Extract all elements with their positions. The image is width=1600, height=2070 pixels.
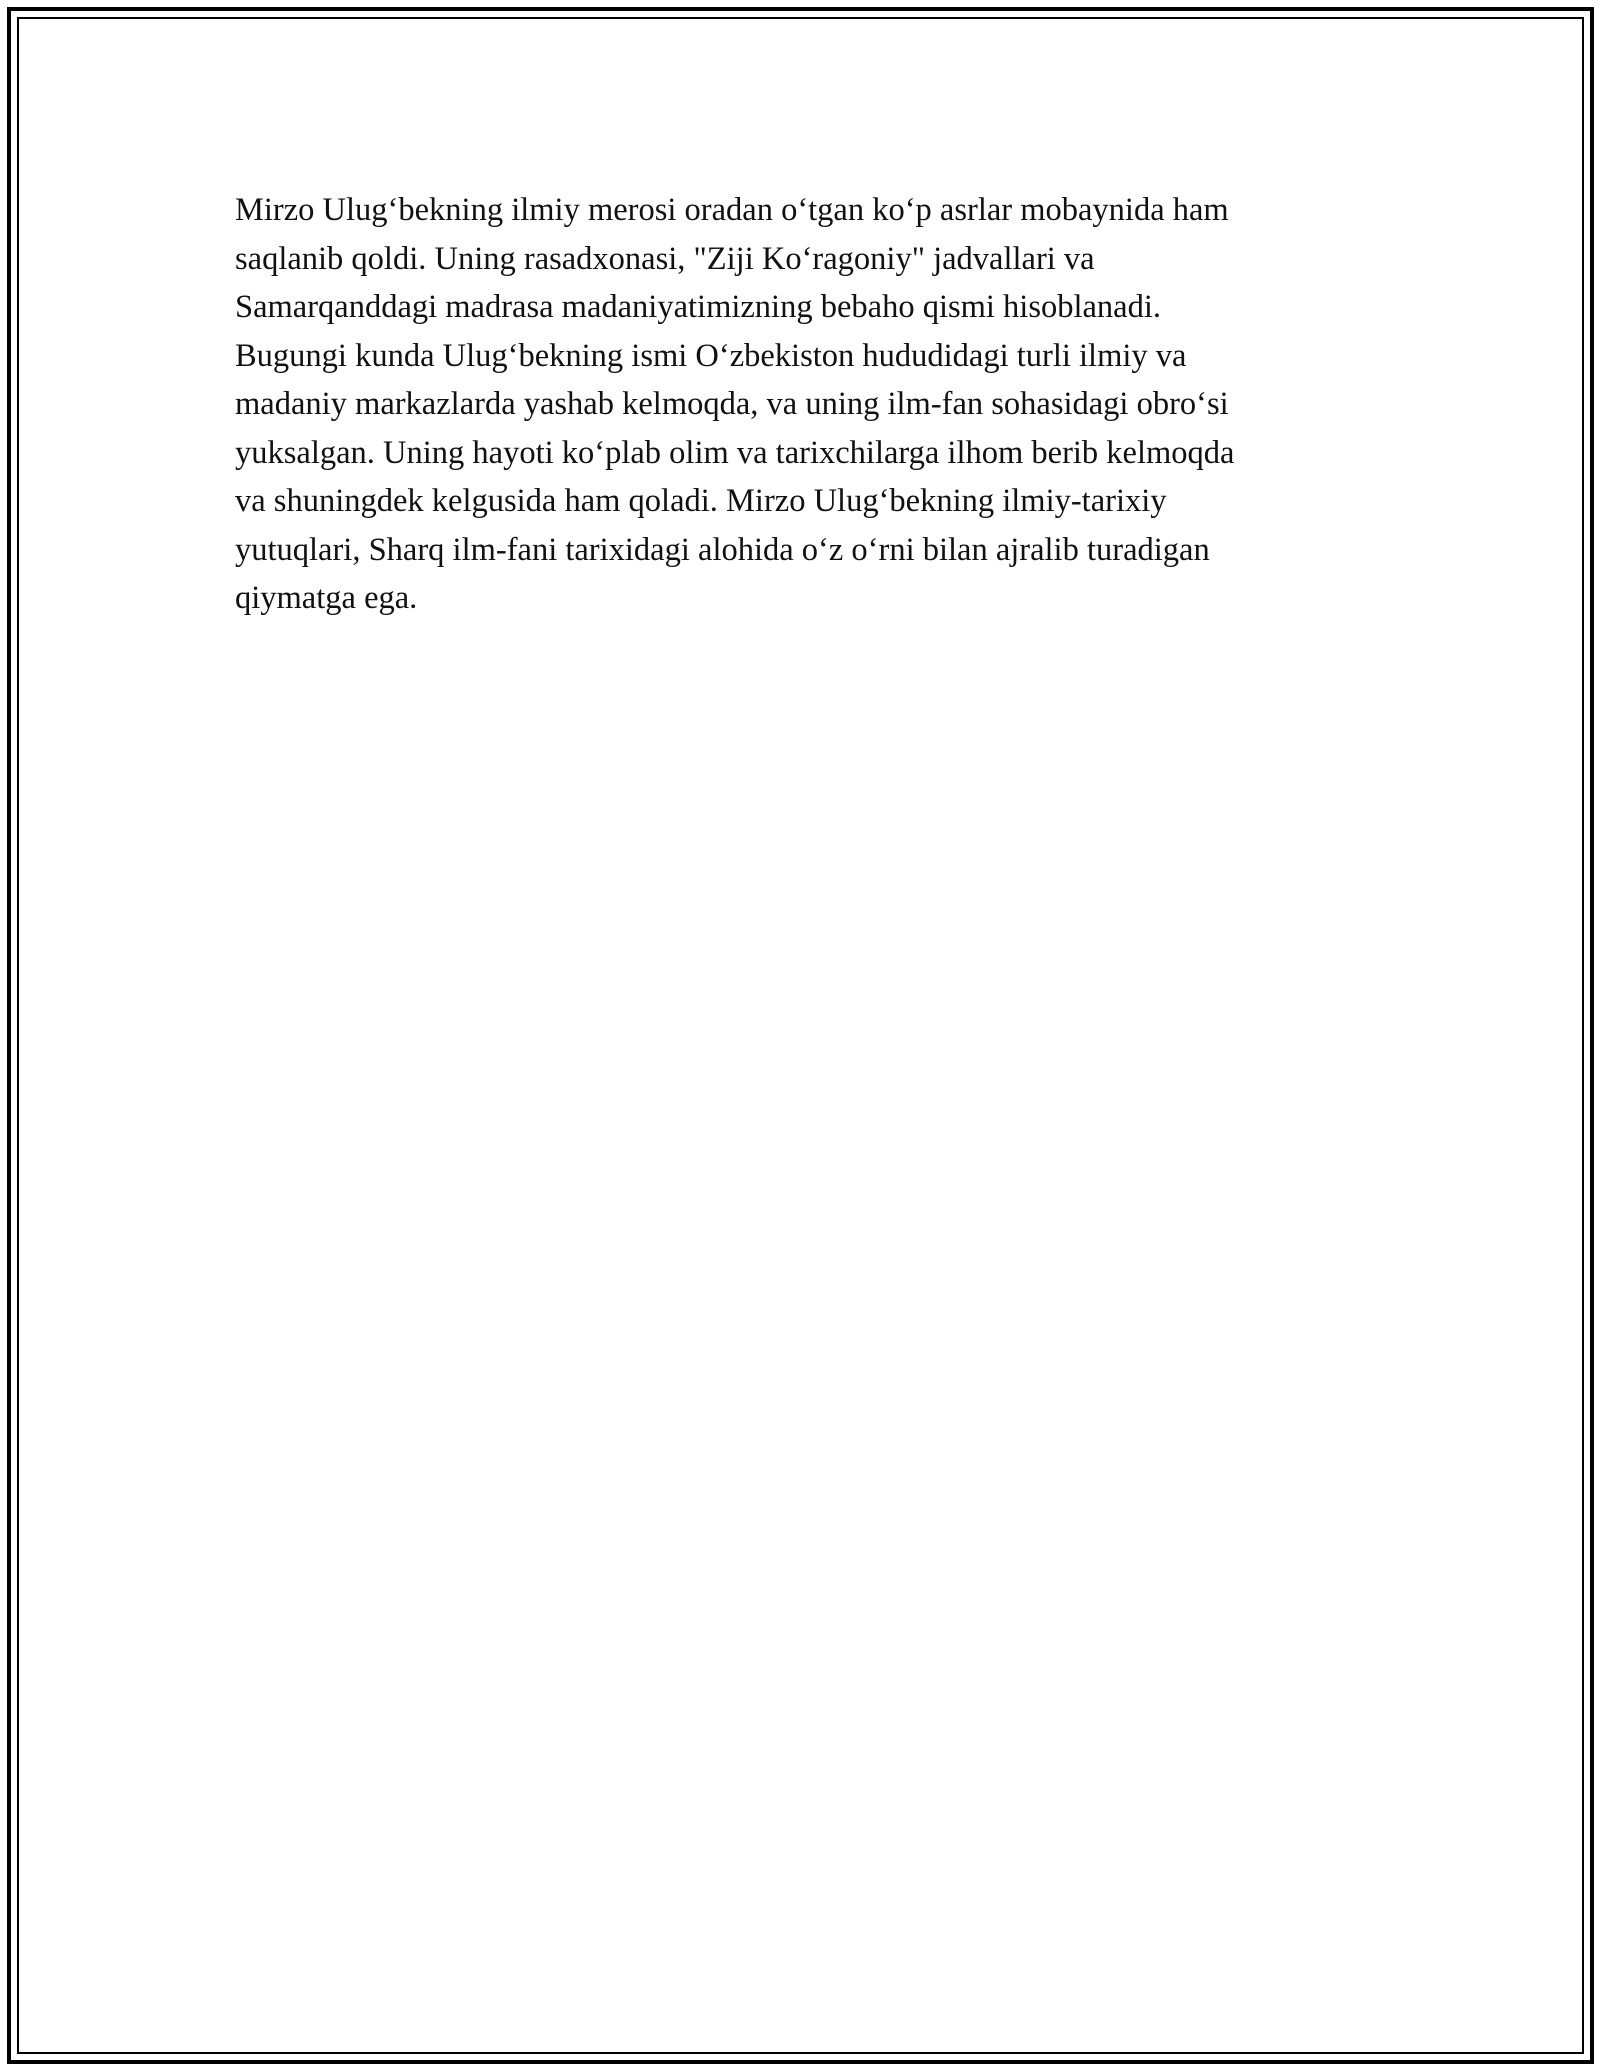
page-content xyxy=(235,186,1375,623)
body-paragraph: Mirzo Ulug‘bekning ilmiy merosi oradan o‘tgan ko‘p asrlar mobaynida ham saqlanib qoldi. Uning rasadxonasi, "Ziji Ko‘ragoniy" jadvallari va Samarqanddagi madrasa madaniyatimizning bebaho qismi hisoblanadi. Bugungi kunda Ulug‘bekning ismi O‘zbekiston hududidagi turli ilmiy va madaniy markazlarda yashab kelmoqda, va uning ilm-fan sohasidagi obro‘si yuksalgan. Uning hayoti ko‘plab olim va tarixchilarga ilhom berib kelmoqda va shuningdek kelgusida ham qoladi. Mirzo Ulug‘bekning ilmiy-tarixiy yutuqlari, Sharq ilm-fani tarixidagi alohida o‘z o‘rni bilan ajralib turadigan qiymatga ega. xyxy=(235,192,1235,616)
